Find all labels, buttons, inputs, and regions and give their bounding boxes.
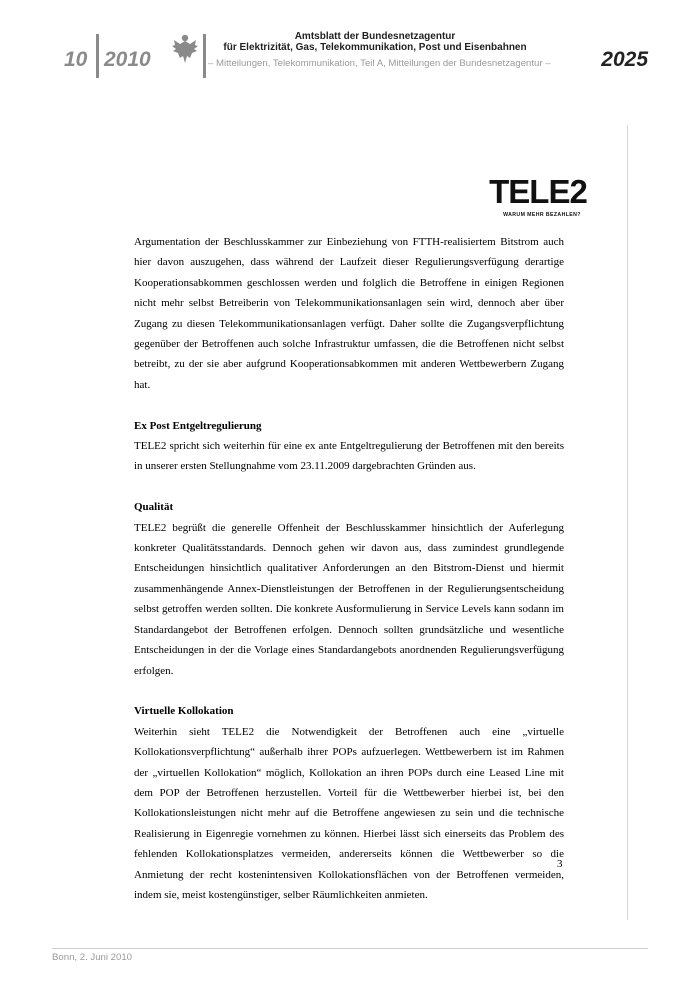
footer-rule — [52, 948, 648, 949]
tele2-logo — [488, 172, 588, 220]
section-line: – Mitteilungen, Telekommunikation, Teil A, Mitteilungen der Bundesnetzagentur – — [208, 58, 551, 69]
section-paragraph: TELE2 spricht sich weiterhin für eine ex ante Entgeltregulierung der Betroffenen mit den bereits in unserer ersten Stellungnahme vom 23.11.2009 dargebrachten Gründen aus. — [134, 440, 564, 473]
footer-date: Bonn, 2. Juni 2010 — [52, 952, 133, 963]
logo-tagline: WARUM MEHR BEZAHLEN? — [503, 212, 581, 218]
section-heading: Virtuelle Kollokation — [134, 705, 234, 718]
issue-year: 2010 — [104, 48, 151, 71]
letter-page-number: 3 — [557, 858, 563, 870]
section-heading: Qualität — [134, 501, 174, 514]
federal-eagle-icon — [170, 32, 200, 66]
gazette-subtitle: für Elektrizität, Gas, Telekommunikation, Post und Eisenbahnen — [223, 42, 527, 53]
logo-wordmark: TELE2 — [489, 173, 587, 210]
section-heading: Ex Post Entgeltregulierung — [134, 419, 262, 432]
header-divider — [96, 34, 99, 78]
gazette-title: Amtsblatt der Bundesnetzagentur — [294, 31, 456, 42]
issue-number: 10 — [64, 48, 88, 71]
header-divider — [203, 34, 206, 78]
letter-body — [134, 232, 564, 905]
section-paragraph: Weiterhin sieht TELE2 die Notwendigkeit der Betroffenen auch eine „virtuelle Kollokationsverpflichtung“ außerhalb ihrer POPs aufzuerlegen. Wettbewerbern ist im Rahmen der „virtuellen Kollokation“ möglich, Kollokation an ihren POPs durch eine Leased Line mit dem POP der Betroffenen herzustellen. Vorteil für die Wettbewerber hierbei ist, bei den Kollokationsleistungen nicht mehr auf die Betroffene angewiesen zu sein und die technische Realisierung in Eigenregie vornehmen zu können. Hierbei lässt sich einerseits das Problem des fehlenden Kollokationsplatzes vermeiden, andererseits können die Wettbewerber so die Anmietung der recht kostenintensiven Kollokationsflächen von der Betroffenen vermeiden, indem sie, meist kostengünstiger, selber Räumlichkeiten anmieten. — [134, 725, 564, 901]
margin-rule — [627, 125, 628, 920]
section-paragraph: TELE2 begrüßt die generelle Offenheit der Beschlusskammer hinsichtlich der Auferlegung konkreter Qualitätsstandards. Dennoch gehen wir davon aus, dass zumindest grundlegende Entscheidungen hinsichtlich qualitativer Anforderungen an den Bitstrom-Dienst und hiermit zusammenhängende Annex-Dienstleistungen der Betroffenen in der Regulierungsentscheidung selbst getroffen werden sollten. Die konkrete Ausformulierung in Service Levels kann sodann im Standardangebot der Betroffenen erfolgen. Dennoch sollten grundsätzliche und wesentliche Entscheidungen in der die Vorlage eines Standardangebots anordnenden Regulierungsverfügung erfolgen. — [134, 521, 564, 677]
gazette-page-number: 2025 — [601, 48, 648, 71]
intro-paragraph: Argumentation der Beschlusskammer zur Einbeziehung von FTTH-realisiertem Bitstrom auch hier davon auszugehen, dass während der Laufzeit dieser Regulierungsverfügung derartige Kooperationsabkommen geschlossen werden und folglich die Betroffene in einigen Regionen nicht mehr selbst Betreiberin von Telekommunikationsanlagen sein wird, dennoch aber über Zugang zu diesen Telekommunikationsanlagen verfügt. Daher sollte die Zugangsverpflichtung gegenüber der Betroffenen auch solche Infrastruktur umfassen, die die Betroffenen nicht selbst betreibt, zu der sie aber aufgrund Kooperationsabkommen mit anderen Wettbewerbern Zugang hat. — [134, 236, 564, 391]
